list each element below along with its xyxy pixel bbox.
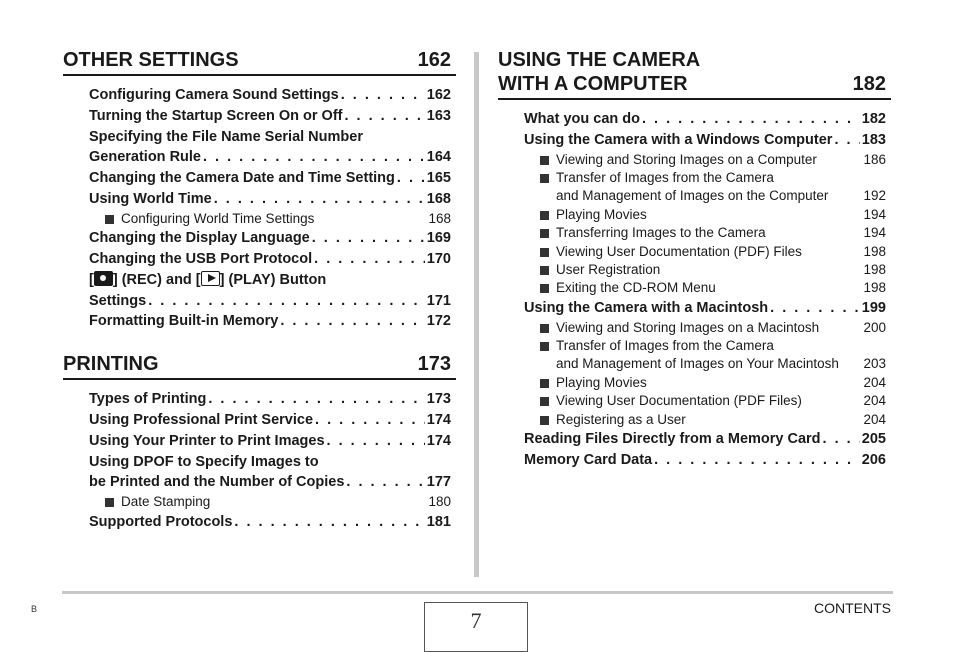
leader-dots [345,106,425,127]
entry-label: What you can do [524,111,640,127]
entry-page: 174 [426,411,451,428]
entry-label: Changing the USB Port Protocol [89,250,313,267]
entry-label: Settings [89,292,147,309]
subentry-label: Viewing User Documentation (PDF Files) [540,392,802,410]
leader-dots [314,249,425,270]
subentry-label: Date Stamping [105,493,210,511]
toc-subentry[interactable] [540,151,886,169]
entry-page: 181 [426,513,451,530]
leader-dots [341,85,425,106]
toc-subentry[interactable] [105,493,451,511]
leader-dots [642,109,860,130]
subentry-label: Registering as a User [540,411,686,429]
subentry-page: 204 [863,411,886,427]
section-title: PRINTING [63,353,159,376]
toc-entry[interactable] [524,429,886,450]
leader-dots [315,410,425,431]
toc-subentry[interactable] [540,243,886,261]
subentry-label: Viewing and Storing Images on a Macintosh [540,319,819,337]
subentry-page: 186 [863,151,886,167]
leader-dots [327,431,425,452]
section-heading-printing[interactable] [63,352,456,380]
entry-page: 173 [426,391,451,408]
entry-label: Turning the Startup Screen On or Off [89,107,343,124]
subentry-label: Transferring Images to the Camera [540,224,766,242]
toc-subentry[interactable] [556,187,886,205]
leader-dots [834,130,859,151]
toc-entry[interactable] [524,298,886,319]
rec-label: ] (REC) and [ [112,271,201,288]
toc-entry[interactable] [89,168,451,189]
entry-page: 168 [426,190,451,207]
entry-label: Changing the Camera Date and Time Setting [89,170,395,187]
toc-subentry[interactable] [540,319,886,337]
entry-label: Formatting Built-in Memory [89,313,279,330]
toc-entry[interactable] [89,85,451,106]
entry-label: Changing the Display Language [89,230,310,247]
entry-label: Configuring Camera Sound Settings [89,87,339,103]
section-heading-using-camera-with-computer[interactable] [498,48,891,100]
section-page: 162 [417,49,451,71]
subentry-label: Viewing User Documentation (PDF) Files [540,243,802,261]
subentry-label: and Management of Images on Your Macintosh [556,356,839,372]
entry-page: 174 [426,432,451,449]
subentry-label: Viewing and Storing Images on a Computer [540,151,817,169]
leader-dots [823,429,860,450]
section-title: USING THE CAMERA WITH A COMPUTER [498,49,701,95]
entry-page: 206 [861,451,886,468]
leader-dots [312,228,425,249]
leader-dots [214,189,425,210]
leader-dots [346,472,424,493]
toc-entry[interactable] [89,410,451,431]
subentry-page: 203 [863,356,886,372]
leader-dots [397,168,425,189]
toc-entry[interactable] [89,147,451,168]
toc-subentry[interactable] [540,411,886,429]
toc-subentry[interactable] [540,261,886,279]
contents-link[interactable]: CONTENTS [814,600,891,616]
leader-dots [234,512,424,533]
column-divider [474,52,479,577]
entry-page: 205 [861,431,886,448]
leader-dots [654,450,860,471]
toc-entry[interactable] [89,291,451,312]
entry-label: Using the Camera with a Windows Computer [524,131,833,148]
subentry-page: 192 [863,188,886,204]
subentry-page: 204 [863,393,886,409]
subentry-label: Playing Movies [540,206,647,224]
play-icon [201,271,220,286]
entry-label-line1[interactable]: Using DPOF to Specify Images to [89,453,319,470]
entry-page: 199 [861,299,886,316]
toc-entry[interactable] [524,109,886,130]
entry-page: 177 [426,474,451,491]
leader-dots [148,291,425,312]
toc-subentry[interactable] [540,374,886,392]
subentry-label-line1[interactable]: Transfer of Images from the Camera [540,337,891,355]
subentry-label: Exiting the CD-ROM Menu [540,279,716,297]
subentry-page: 200 [863,319,886,335]
section-page: 173 [417,353,451,376]
subentry-label: User Registration [540,261,660,279]
subentry-label: Configuring World Time Settings [105,210,314,228]
section-page: 182 [852,73,886,95]
play-label: ] (PLAY) Button [219,271,327,288]
subentry-page: 180 [428,494,451,510]
subentry-page: 194 [863,206,886,222]
entry-label: Using the Camera with a Macintosh [524,299,769,316]
toc-entry[interactable] [524,450,886,471]
entry-page: 172 [426,313,451,330]
entry-label: Using Professional Print Service [89,411,314,428]
section-gap [63,332,456,352]
toc-subentry[interactable] [556,355,886,373]
entry-page: 165 [426,170,451,187]
entry-label-line1[interactable] [89,270,456,291]
toc-entry[interactable] [89,512,451,533]
toc-entry[interactable] [89,431,451,452]
toc-entry[interactable] [89,106,451,127]
entry-page: 183 [861,131,886,148]
entry-label: Reading Files Directly from a Memory Card [524,431,821,448]
footer-mark: B [31,604,38,614]
entry-label: Generation Rule [89,149,201,166]
toc-subentry[interactable] [540,392,886,410]
camera-icon [94,271,113,286]
entry-page: 169 [426,230,451,247]
toc-entry[interactable] [89,389,451,410]
subentry-label: Playing Movies [540,374,647,392]
toc-entry[interactable] [89,472,451,493]
leader-dots [203,147,425,168]
toc-subentry[interactable] [540,206,886,224]
page-number: 7 [424,602,528,652]
entry-page: 182 [861,111,886,127]
toc-subentry[interactable] [540,224,886,242]
subentry-page: 204 [863,374,886,390]
entry-label: Using World Time [89,190,212,207]
toc-entry[interactable] [89,311,451,332]
subentry-page: 198 [863,280,886,296]
toc-subentry[interactable] [105,210,451,228]
leader-dots [208,389,424,410]
subentry-label: and Management of Images on the Computer [556,188,829,204]
right-column [498,48,891,471]
toc-entry[interactable] [89,189,451,210]
left-column [63,48,456,532]
entry-page: 164 [426,149,451,166]
subentry-page: 194 [863,225,886,241]
entry-page: 163 [426,107,451,124]
footer-rule [62,591,893,594]
section-title: OTHER SETTINGS [63,49,239,71]
subentry-page: 198 [863,262,886,278]
subentry-page: 198 [863,243,886,259]
section-heading-other-settings[interactable] [63,48,456,76]
toc-entry[interactable] [89,249,451,270]
entry-label: Memory Card Data [524,451,653,468]
entry-label-line1[interactable]: Specifying the File Name Serial Number [89,128,363,145]
leader-dots [280,311,424,332]
subentry-page: 168 [428,210,451,226]
entry-label: Using Your Printer to Print Images [89,432,325,449]
entry-label: be Printed and the Number of Copies [89,474,345,491]
entry-page: 162 [426,87,451,103]
toc-subentry[interactable] [540,279,886,297]
entry-label: Types of Printing [89,391,207,408]
bracket-open: [ [89,271,94,288]
toc-entry[interactable] [89,228,451,249]
entry-page: 171 [426,292,451,309]
toc-entry[interactable] [524,130,886,151]
entry-page: 170 [426,250,451,267]
entry-label: Supported Protocols [89,513,233,530]
leader-dots [770,298,860,319]
subentry-label-line1[interactable]: Transfer of Images from the Camera [540,169,891,187]
